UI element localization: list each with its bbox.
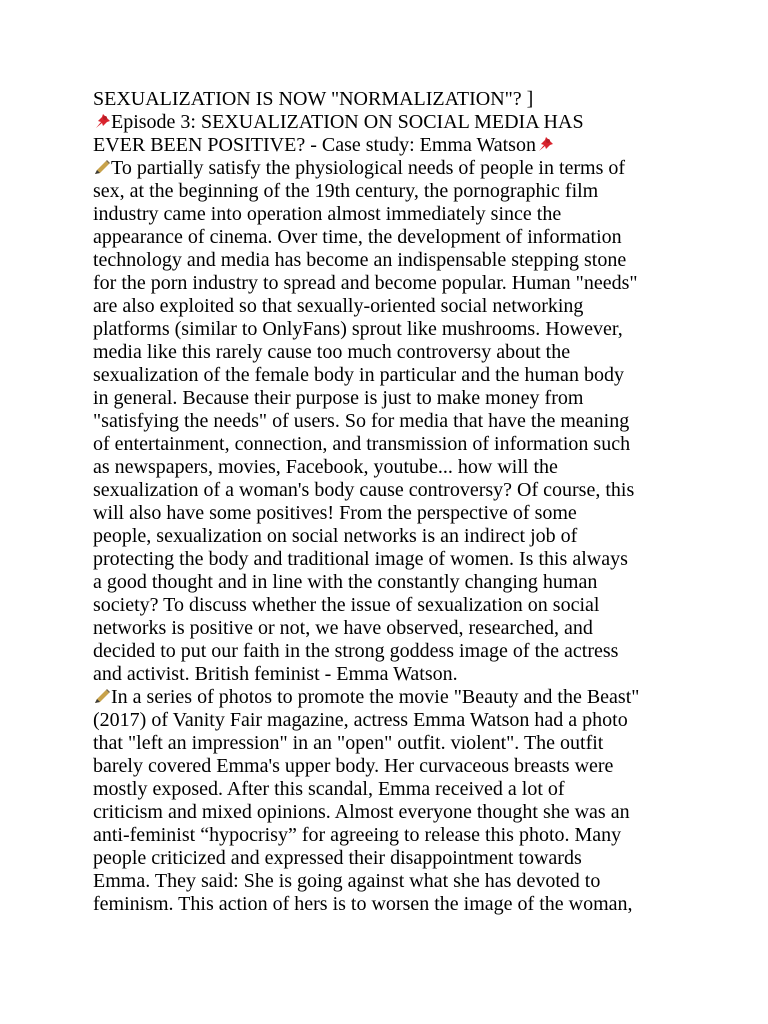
pencil-icon [93,159,111,175]
paragraph-line [93,157,693,180]
paragraph-line: appearance of cinema. Over time, the development of information [93,226,622,248]
paragraph-line: anti-feminist “hypocrisy” for agreeing to release this photo. Many [93,824,622,846]
paragraph-line: are also exploited so that sexually-oriented social networking [93,295,584,317]
paragraph-intro [93,157,693,686]
pushpin-icon [93,113,111,129]
paragraph-line: people criticized and expressed their disappointment towards [93,847,582,869]
paragraph-line-text: In a series of photos to promote the movie "Beauty and the Beast" [111,686,640,708]
paragraph-line: protecting the body and traditional image of women. Is this always [93,548,628,570]
paragraph-line: sex, at the beginning of the 19th century, the pornographic film [93,180,599,202]
paragraph-line: a good thought and in line with the constantly changing human [93,571,598,593]
paragraph-line: networks is positive or not, we have observed, researched, and [93,617,593,639]
paragraph-line: feminism. This action of hers is to worsen the image of the woman, [93,893,633,915]
paragraph-line: mostly exposed. After this scandal, Emma received a lot of [93,778,565,800]
paragraph-line: decided to put our faith in the strong goddess image of the actress [93,640,619,662]
paragraph-line: media like this rarely cause too much controversy about the [93,341,571,363]
paragraph-line: Emma. They said: She is going against what she has devoted to [93,870,601,892]
document-page [93,88,693,916]
paragraph-line: people, sexualization on social networks is an indirect job of [93,525,578,547]
paragraph-line: for the porn industry to spread and become popular. Human "needs" [93,272,638,294]
paragraph-line-text: To partially satisfy the physiological needs of people in terms of [111,157,626,179]
paragraph-line: as newspapers, movies, Facebook, youtube... how will the [93,456,558,478]
paragraph-line: of entertainment, connection, and transmission of information such [93,433,631,455]
case-study-text: EVER BEEN POSITIVE? - Case study: Emma Watson [93,134,536,156]
paragraph-line: barely covered Emma's upper body. Her curvaceous breasts were [93,755,614,777]
pencil-icon [93,688,111,704]
paragraph-line: sexualization of the female body in particular and the human body [93,364,624,386]
paragraph-line: criticism and mixed opinions. Almost everyone thought she was an [93,801,630,823]
heading-block [93,88,693,157]
episode-line [93,111,693,134]
paragraph-line: "satisfying the needs" of users. So for media that have the meaning [93,410,630,432]
paragraph-photoshoot [93,686,693,916]
paragraph-line: (2017) of Vanity Fair magazine, actress Emma Watson had a photo [93,709,628,731]
heading-title: SEXUALIZATION IS NOW "NORMALIZATION"? ] [93,88,534,110]
case-study-line [93,134,693,157]
paragraph-line: platforms (similar to OnlyFans) sprout like mushrooms. However, [93,318,623,340]
paragraph-line: society? To discuss whether the issue of sexualization on social [93,594,600,616]
paragraph-line [93,686,693,709]
paragraph-line: that "left an impression" in an "open" outfit. violent". The outfit [93,732,604,754]
paragraph-line: and activist. British feminist - Emma Watson. [93,663,458,685]
paragraph-line: sexualization of a woman's body cause controversy? Of course, this [93,479,635,501]
paragraph-line: technology and media has become an indispensable stepping stone [93,249,627,271]
paragraph-line: will also have some positives! From the perspective of some [93,502,577,524]
paragraph-line: in general. Because their purpose is just to make money from [93,387,584,409]
episode-line-text: Episode 3: SEXUALIZATION ON SOCIAL MEDIA HAS [111,111,584,133]
paragraph-line: industry came into operation almost immediately since the [93,203,562,225]
pushpin-icon [536,136,554,152]
